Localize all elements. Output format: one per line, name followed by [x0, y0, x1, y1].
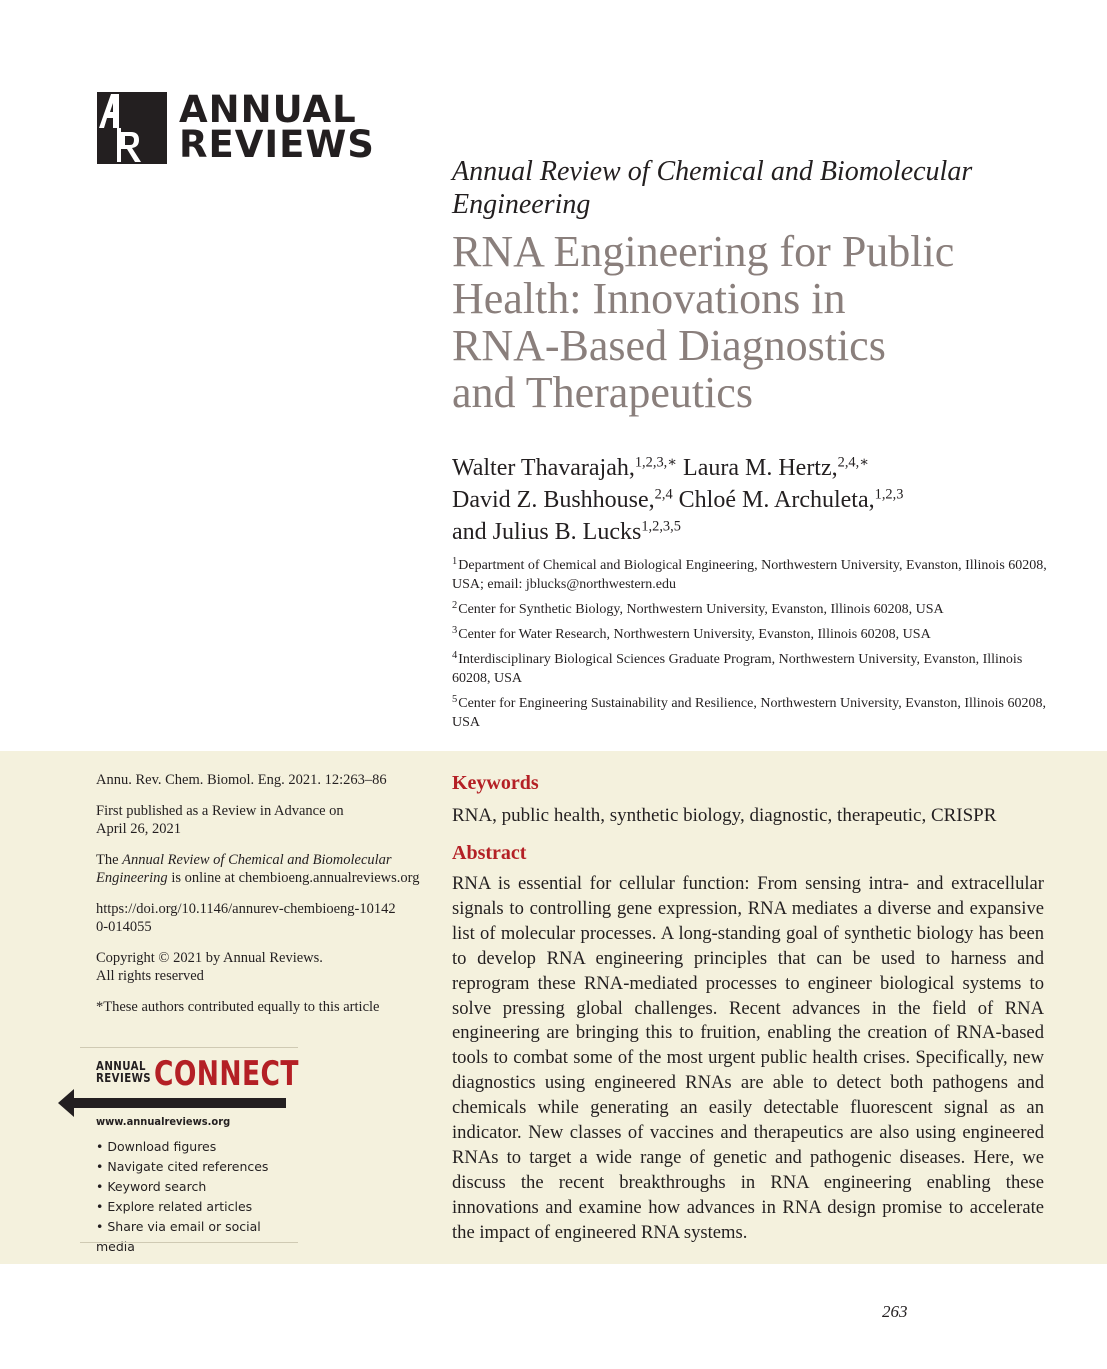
author-line: [452, 516, 1072, 548]
title-line: and Therapeutics: [452, 368, 753, 417]
page-number: 263: [882, 1302, 908, 1321]
connect-reviews: REVIEWS: [96, 1071, 152, 1085]
author-affil-sup: 2,4: [654, 486, 673, 503]
affiliation-text: Center for Synthetic Biology, Northwestern University, Evanston, Illinois 60208, USA: [458, 602, 944, 617]
article-title: [452, 228, 1072, 416]
connect-annual: ANNUAL: [96, 1059, 146, 1073]
affiliation-number: 2: [452, 599, 458, 611]
online-journal: Annual Review of Chemical and Biomolecular Engineering: [96, 851, 392, 886]
logo-line-reviews: REVIEWS: [179, 123, 375, 166]
rights-text: All rights reserved: [96, 968, 204, 984]
journal-name: Annual Review of Chemical and Biomolecular Engineering: [452, 156, 973, 220]
connect-url[interactable]: www.annualreviews.org: [96, 1115, 231, 1128]
connect-feature-item: • Explore related articles: [96, 1197, 298, 1217]
author-line: [452, 484, 1072, 516]
affiliation-text: Center for Engineering Sustainability and Resilience, Northwestern University, Evanston, Illinois 60208, USA: [452, 696, 1047, 730]
ar-monogram-icon: [97, 92, 167, 164]
annual-reviews-connect[interactable]: [58, 1047, 299, 1254]
author-list: [452, 452, 1072, 548]
online-note: [96, 851, 436, 888]
left-arrow-icon: [58, 1088, 286, 1118]
affiliation-item: [452, 694, 1052, 732]
author-affil-sup: 2,4,∗: [837, 454, 869, 471]
author-name: Chloé M. Archuleta,: [672, 487, 875, 513]
logo-wordmark: [179, 88, 375, 166]
affiliation-text: Interdisciplinary Biological Sciences Graduate Program, Northwestern University, Evanston, Illinois 60208, USA: [452, 652, 1023, 686]
affiliation-item: [452, 556, 1052, 594]
affiliation-item: [452, 625, 1052, 644]
connect-feature-item: • Keyword search: [96, 1177, 298, 1197]
affiliation-number: 3: [452, 624, 458, 636]
abstract-heading: Abstract: [452, 842, 527, 864]
annual-reviews-logo: [97, 88, 375, 166]
connect-feature-list: [96, 1137, 298, 1257]
doi-link[interactable]: https://doi.org/10.1146/annurev-chembioeng-101420-014055: [96, 900, 396, 935]
author-affil-sup: 1,2,3,∗: [634, 454, 678, 471]
affiliations: [452, 556, 1052, 738]
title-line: RNA-Based Diagnostics: [452, 321, 886, 370]
author-name: Laura M. Hertz,: [677, 455, 838, 481]
affiliation-number: 4: [452, 649, 458, 661]
connect-divider-top: [80, 1047, 298, 1048]
online-suffix: is online at chembioeng.annualreviews.org: [167, 870, 420, 886]
affiliation-text: Center for Water Research, Northwestern University, Evanston, Illinois 60208, USA: [458, 627, 931, 642]
author-name: David Z. Bushhouse,: [452, 487, 655, 513]
connect-ar-label: [96, 1060, 161, 1084]
affiliation-item: [452, 650, 1052, 688]
citation: Annu. Rev. Chem. Biomol. Eng. 2021. 12:263–86: [96, 772, 387, 788]
title-line: RNA Engineering for Public: [452, 227, 955, 276]
affiliation-item: [452, 600, 1052, 619]
logo-line-annual: ANNUAL: [179, 88, 357, 131]
abstract-text: RNA is essential for cellular function: From sensing intra- and extracellular signals to controlling gene expression, RNA mediates a diverse and expansive list of molecular processes. A long-standing goal of synthetic biology has been to develop RNA engineering principles that can be used to harness and reprogram these RNA-mediated processes to engineer biological systems to solve pressing global challenges. Recent advances in the field of RNA engineering are bringing this to fruition, enabling the creation of RNA-based tools to combat some of the most urgent public health crises. Specifically, new diagnostics using engineered RNAs are able to detect both pathogens and chemicals while generating an easily detectable fluorescent signal as an indicator. New classes of vaccines and therapeutics are also using engineered RNAs to target a wide range of genetic and pathogenic diseases. Here, we discuss the recent breakthroughs in RNA engineering enabling these innovations and examine how advances in RNA design promise to accelerate the impact of engineered RNA systems.: [452, 873, 1044, 1243]
affiliation-number: 1: [452, 555, 458, 567]
author-affil-sup: 1,2,3,5: [641, 518, 681, 535]
equal-contribution-note: *These authors contributed equally to this article: [96, 998, 380, 1015]
author-line: [452, 452, 1072, 484]
affiliation-text: Department of Chemical and Biological Engineering, Northwestern University, Evanston, Illinois 60208, USA; email: jblucks@northwestern.edu: [452, 558, 1047, 592]
keywords-heading: Keywords: [452, 772, 539, 794]
article-info-sidebar: [96, 771, 436, 1028]
connect-divider-bottom: [80, 1242, 298, 1243]
copyright-text: Copyright © 2021 by Annual Reviews.: [96, 949, 323, 966]
connect-feature-item: • Navigate cited references: [96, 1157, 298, 1177]
connect-wordmark: CONNECT: [154, 1054, 299, 1094]
author-affil-sup: 1,2,3: [874, 486, 904, 503]
connect-feature-item: • Share via email or social media: [96, 1217, 298, 1257]
author-name: Walter Thavarajah,: [452, 455, 635, 481]
affiliation-number: 5: [452, 693, 458, 705]
connect-feature-item: • Download figures: [96, 1137, 298, 1157]
online-prefix: The: [96, 851, 123, 868]
author-name: and Julius B. Lucks: [452, 519, 642, 545]
keywords-text: RNA, public health, synthetic biology, diagnostic, therapeutic, CRISPR: [452, 805, 997, 826]
copyright: [96, 949, 436, 986]
keywords-abstract: [452, 770, 1044, 1246]
title-line: Health: Innovations in: [452, 274, 846, 323]
first-published: First published as a Review in Advance on April 26, 2021: [96, 802, 344, 837]
